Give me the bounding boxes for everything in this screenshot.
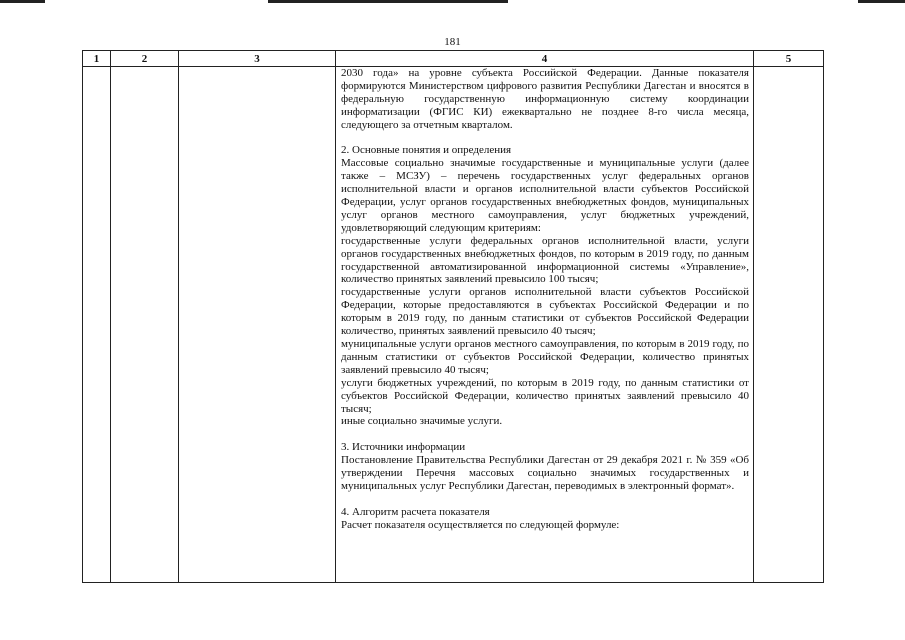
column-header-5: 5 — [754, 51, 824, 67]
top-edge-rule-center — [268, 0, 508, 3]
top-edge-rule-left — [0, 0, 45, 3]
page-number: 181 — [444, 36, 461, 48]
document-table — [82, 50, 824, 583]
criterion-item: иные социально значимые услуги. — [341, 415, 503, 428]
section-3-text: Постановление Правительства Республики Дагестан от 29 декабря 2021 г. № 359 «Об утверждении Перечня массовых социально значимых государственных и муниципальных услуг Республики Дагестан, переводимых в электронный формат». — [341, 454, 749, 492]
column-header-3: 3 — [179, 51, 336, 67]
section-4-heading: 4. Алгоритм расчета показателя — [341, 505, 490, 518]
table-row — [83, 67, 824, 583]
criterion-item: государственные услуги федеральных органов исполнительной власти, услуги органов государственных внебюджетных фондов, по которым в 2019 году, по данным государственной автоматизированной информационной системы «Управление», количество принятых заявлений превысило 100 тысяч; — [341, 234, 749, 286]
cell-col-2 — [111, 67, 179, 583]
criterion-item: услуги бюджетных учреждений, по которым в 2019 году, по данным статистики от субъектов Российской Федерации, количество принятых заявлений превысило 40 тысяч; — [341, 376, 749, 415]
cell-col-4 — [336, 67, 754, 583]
criterion-item: муниципальные услуги органов местного самоуправления, по которым в 2019 году, по данным статистики от субъектов Российской Федерации, количество принятых заявлений превысило 40 тысяч; — [341, 338, 749, 376]
header-row — [83, 51, 824, 67]
intro-paragraph: 2030 года» на уровне субъекта Российской Федерации. Данные показателя формируются Министерством цифрового развития Республики Дагестан и вносятся в федеральную государственную информационную систему координации информатизации (ФГИС КИ) ежеквартально не позднее 8-го числа месяца, следующего за отчетным кварталом. — [341, 67, 749, 131]
section-4-text: Расчет показателя осуществляется по следующей формуле: — [341, 518, 620, 531]
column-header-1: 1 — [83, 51, 111, 67]
criterion-item: государственные услуги органов исполнительной власти субъектов Российской Федерации, которые предоставляются в субъектах Российской Федерации и по которым в 2019 году, по данным статистики от субъектов Российской Федерации количество, принятых заявлений превысило 40 тысяч; — [341, 286, 749, 338]
column-header-2: 2 — [111, 51, 179, 67]
top-edge-rule-right — [858, 0, 905, 3]
cell-col-3 — [179, 67, 336, 583]
column-header-4: 4 — [336, 51, 754, 67]
section-3-heading: 3. Источники информации — [341, 441, 466, 454]
indicator-description — [336, 67, 753, 532]
section-2-heading: 2. Основные понятия и определения — [341, 144, 512, 157]
cell-col-5 — [754, 67, 824, 583]
cell-col-1 — [83, 67, 111, 583]
section-2-definition: Массовые социально значимые государственные и муниципальные услуги (далее также – МСЗУ) – перечень государственных услуг федеральных органов исполнительной власти и органов исполнительной власти субъектов Российской Федерации, услуг органов государственных внебюджетных фондов, муниципальных услуг органов местного самоуправления, услуг бюджетных учреждений, удовлетворяющий следующим критериям: — [341, 157, 749, 234]
